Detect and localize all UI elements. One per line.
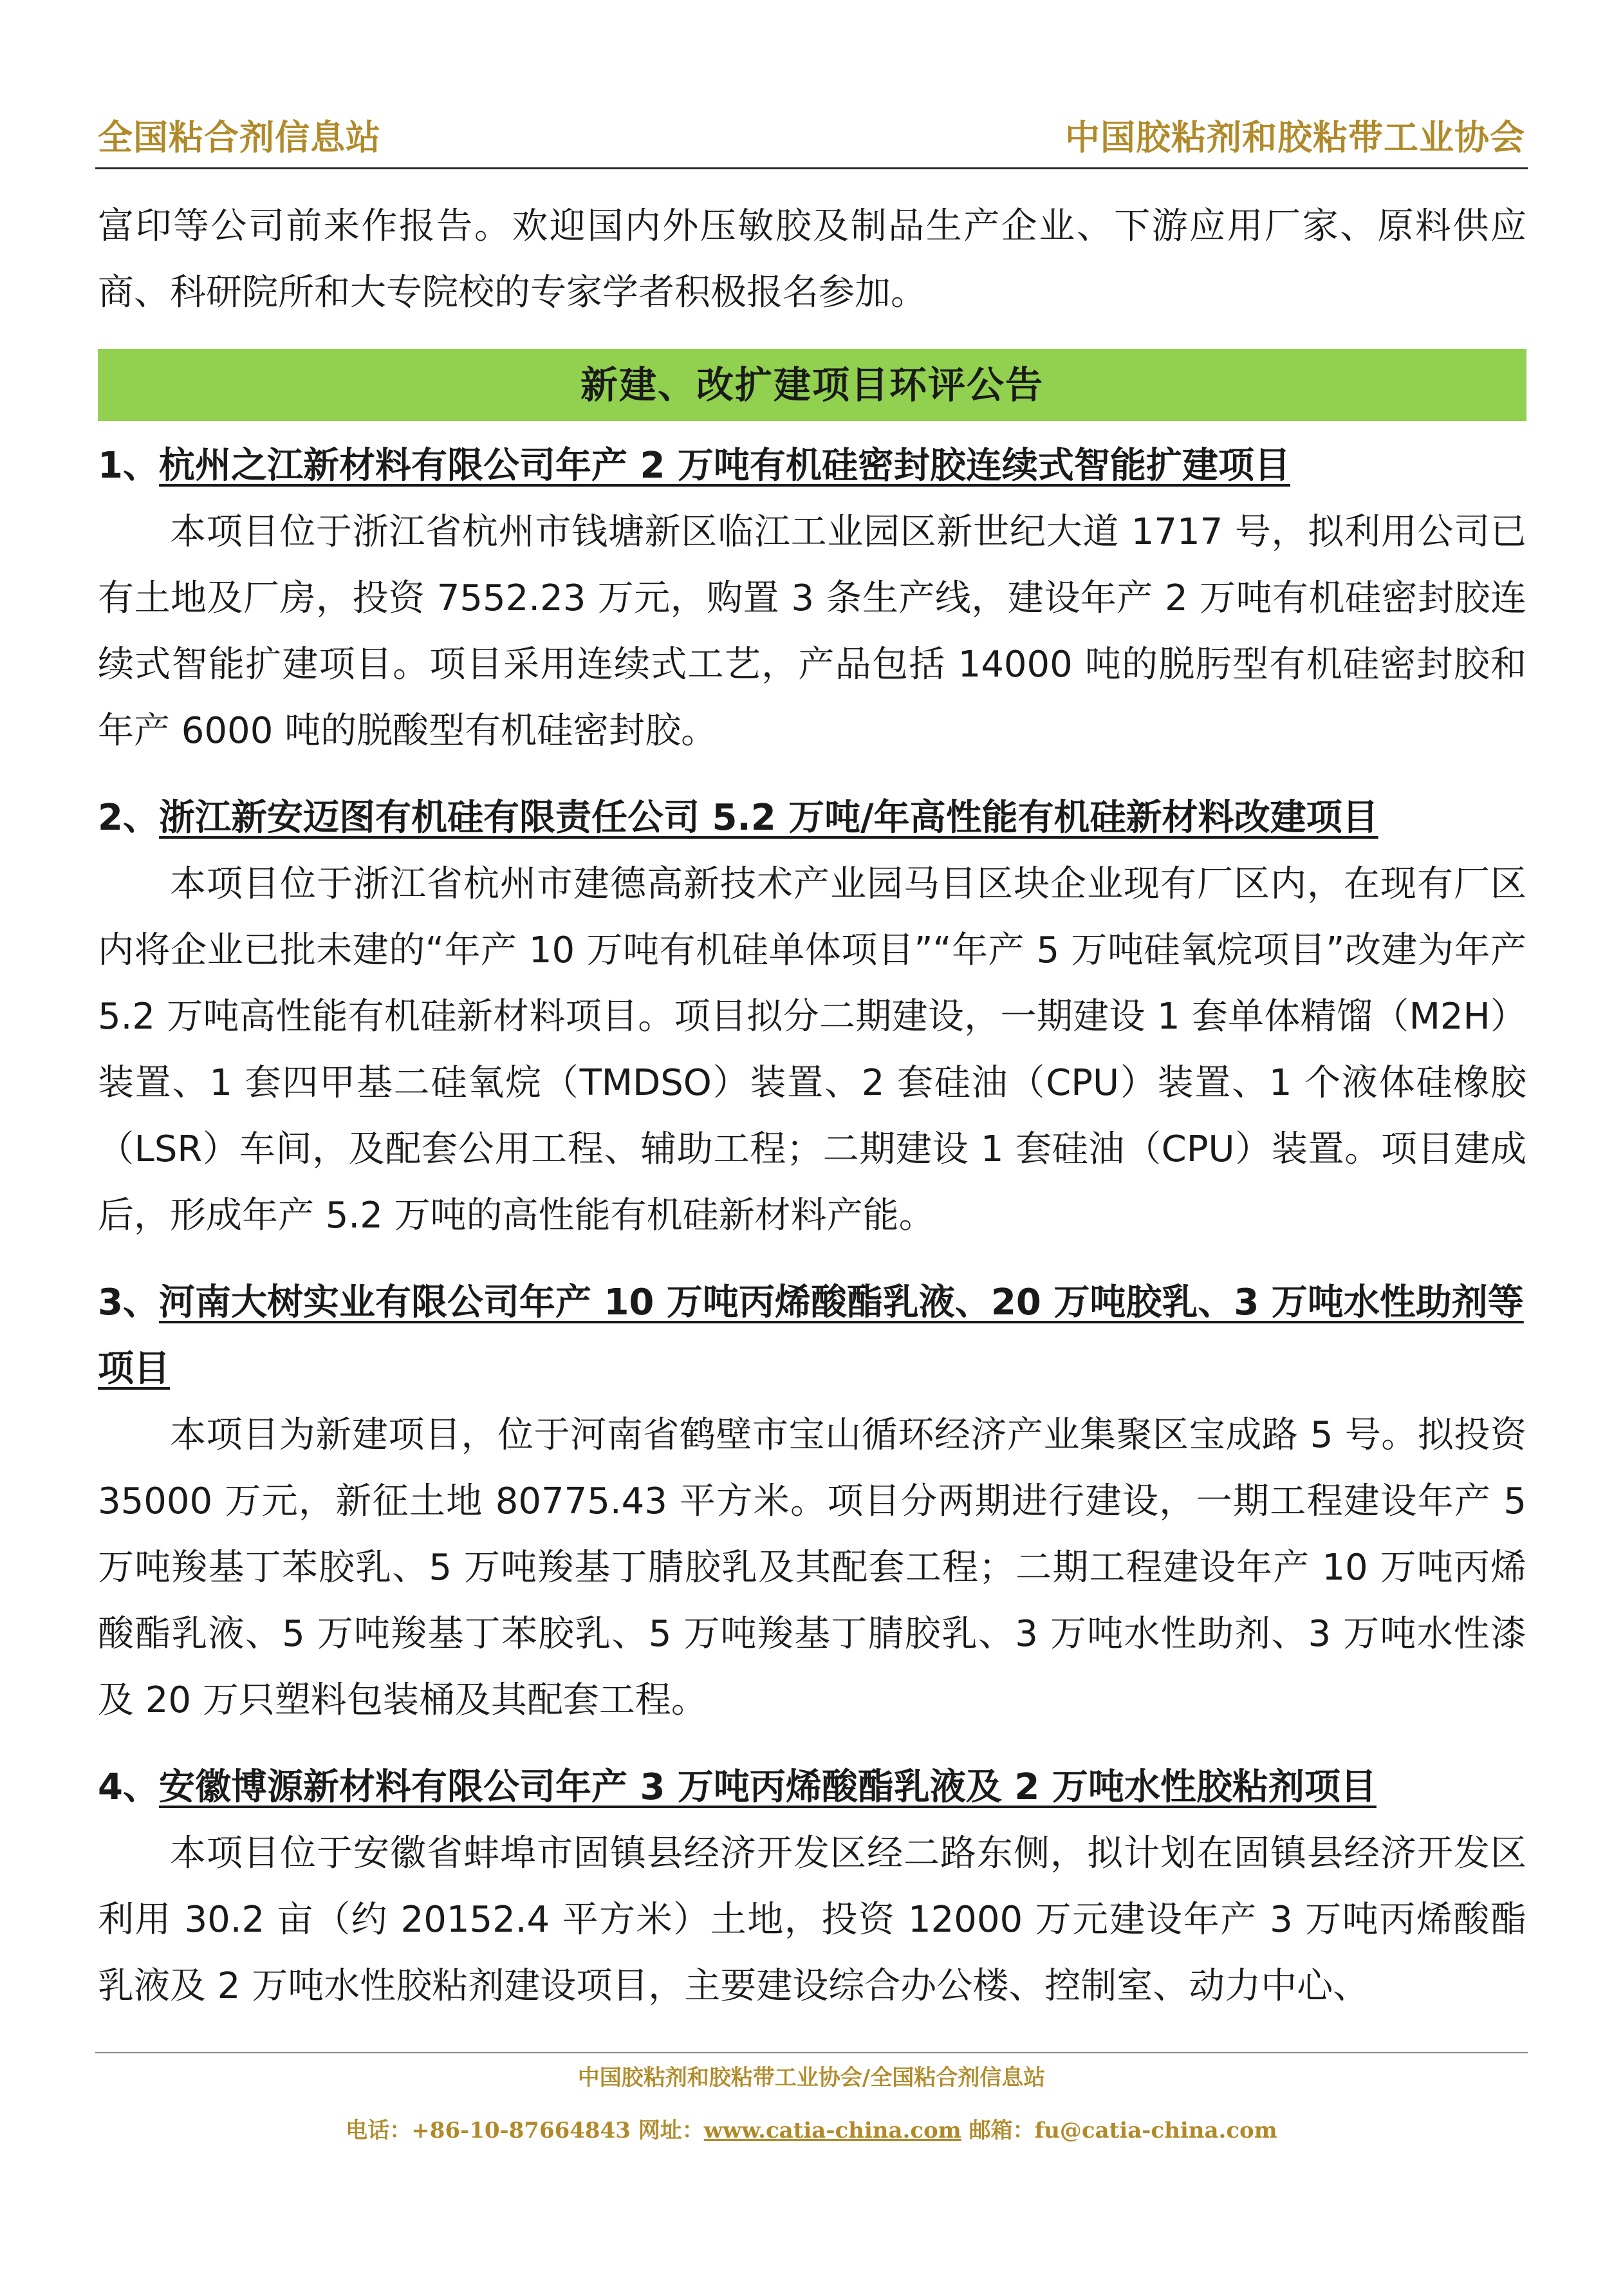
footer-organization: 中国胶粘剂和胶粘带工业协会/全国粘合剂信息站 xyxy=(577,2065,1046,2091)
project-item-body: 本项目位于浙江省杭州市建德高新技术产业园马目区块企业现有厂区内，在现有厂区内将企业已批未建的“年产 10 万吨有机硅单体项目”“年产 5 万吨硅氧烷项目”改建为年产 5.2 万吨高性能有机硅新材料项目。项目拟分二期建设，一期建设 1 套单体精馏（M2H）装置、1 套四甲基二硅氧烷（TMDSO）装置、2 套硅油（CPU）装置、1 个液体硅橡胶（LSR）车间，及配套公用工程、辅助工程；二期建设 1 套硅油（CPU）装置。项目建成后，形成年产 5.2 万吨的高性能有机硅新材料产能。 xyxy=(98,863,1526,1237)
page-content xyxy=(98,193,1526,2019)
footer-email: 邮箱：fu@catia-china.com xyxy=(961,2118,1277,2143)
footer-website-link[interactable]: www.catia-china.com xyxy=(703,2118,961,2143)
project-item-body: 本项目为新建项目，位于河南省鹤壁市宝山循环经济产业集聚区宝成路 5 号。拟投资 35000 万元，新征土地 80775.43 平方米。项目分两期进行建设，一期工程建设年产 5 万吨羧基丁苯胶乳、5 万吨羧基丁腈胶乳及其配套工程；二期工程建设年产 10 万吨丙烯酸酯乳液、5 万吨羧基丁苯胶乳、5 万吨羧基丁腈胶乳、3 万吨水性助剂、3 万吨水性漆及 20 万只塑料包装桶及其配套工程。 xyxy=(98,1414,1526,1721)
project-item-title-text: 浙江新安迈图有机硅有限责任公司 5.2 万吨/年高性能有机硅新材料改建项目 xyxy=(158,797,1378,839)
page-footer xyxy=(95,2052,1528,2146)
footer-contact xyxy=(95,2115,1528,2146)
project-item-title xyxy=(98,433,1526,499)
header-site-name: 全国粘合剂信息站 xyxy=(98,117,381,158)
project-item-body: 本项目位于浙江省杭州市钱塘新区临江工业园区新世纪大道 1717 号，拟利用公司已有土地及厂房，投资 7552.23 万元，购置 3 条生产线，建设年产 2 万吨有机硅密封胶连续式智能扩建项目。项目采用连续式工艺，产品包括 14000 吨的脱肟型有机硅密封胶和年产 6000 吨的脱酸型有机硅密封胶。 xyxy=(98,511,1526,752)
project-item-1 xyxy=(98,433,1526,764)
header-association-name: 中国胶粘剂和胶粘带工业协会 xyxy=(1065,117,1525,158)
project-item-title xyxy=(98,785,1526,851)
project-item-title-text: 安徽博源新材料有限公司年产 3 万吨丙烯酸酯乳液及 2 万吨水性胶粘剂项目 xyxy=(158,1766,1377,1808)
project-item-title xyxy=(98,1754,1526,1820)
project-item-2 xyxy=(98,785,1526,1249)
section-title-bar: 新建、改扩建项目环评公告 xyxy=(98,349,1526,421)
project-item-number: 4、 xyxy=(98,1766,159,1808)
project-item-title-text: 河南大树实业有限公司年产 10 万吨丙烯酸酯乳液、20 万吨胶乳、3 万吨水性助剂等项目 xyxy=(98,1282,1524,1390)
page-header xyxy=(95,115,1528,169)
project-item-body: 本项目位于安徽省蚌埠市固镇县经济开发区经二路东侧，拟计划在固镇县经济开发区利用 30.2 亩（约 20152.4 平方米）土地，投资 12000 万元建设年产 3 万吨丙烯酸酯乳液及 2 万吨水性胶粘剂建设项目，主要建设综合办公楼、控制室、动力中心、 xyxy=(98,1833,1526,2007)
project-item-title-text: 杭州之江新材料有限公司年产 2 万吨有机硅密封胶连续式智能扩建项目 xyxy=(158,445,1290,487)
project-item-title xyxy=(98,1269,1526,1402)
project-item-3 xyxy=(98,1269,1526,1733)
project-item-number: 2、 xyxy=(98,797,159,839)
project-item-number: 1、 xyxy=(98,445,159,487)
project-item-number: 3、 xyxy=(98,1282,159,1323)
project-item-4 xyxy=(98,1754,1526,2019)
intro-paragraph: 富印等公司前来作报告。欢迎国内外压敏胶及制品生产企业、下游应用厂家、原料供应商、科研院所和大专院校的专家学者积极报名参加。 xyxy=(98,205,1526,313)
footer-phone: 电话：+86-10-87664843 网址： xyxy=(346,2118,704,2143)
